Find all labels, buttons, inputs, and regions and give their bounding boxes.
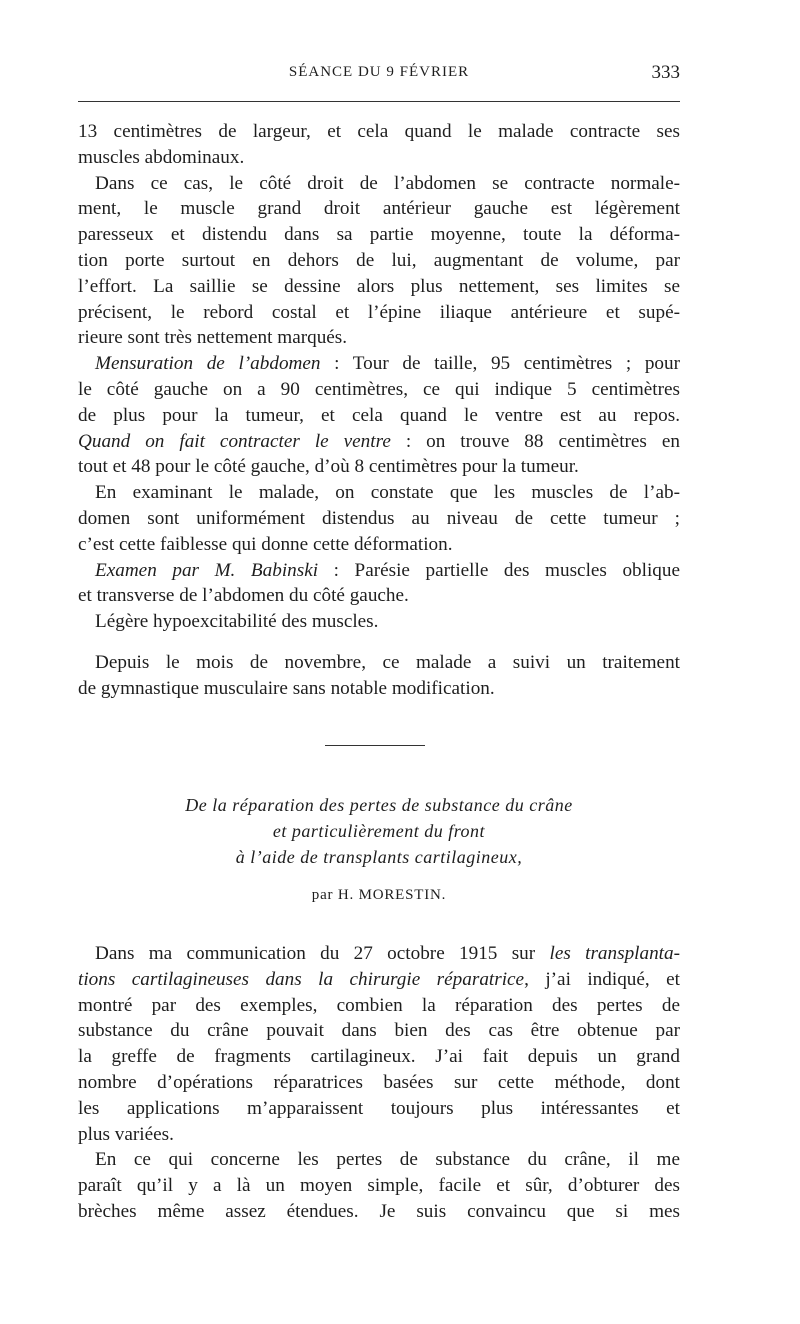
inline-text: : Parésie partielle des muscles oblique <box>318 559 680 581</box>
text-line: nombre d’opérations réparatrices basées sur cette méthode, dont <box>78 1071 680 1093</box>
text-line: 13 centimètres de largeur, et cela quand le malade contracte ses <box>78 121 680 142</box>
section-separator <box>325 745 425 746</box>
paragraph-4 <box>78 480 680 557</box>
text-line: En ce qui concerne les pertes de substance du crâne, il me <box>95 1149 680 1171</box>
inline-text: : on trouve 88 centimètres en <box>390 430 680 452</box>
article-title <box>78 792 680 870</box>
text-line: et transverse de l’abdomen du côté gauche. <box>78 585 409 607</box>
text-line <box>78 351 680 377</box>
text-line: Depuis le mois de novembre, ce malade a suivi un traitement <box>95 652 680 673</box>
running-header <box>78 64 680 94</box>
paragraph-3 <box>78 351 680 480</box>
text-line <box>78 967 680 993</box>
paragraph-5 <box>78 558 680 610</box>
title-line: et particulièrement du front <box>272 821 486 841</box>
text-line: de gymnastique musculaire sans notable modification. <box>78 677 495 699</box>
case-report-section <box>78 119 680 635</box>
inline-text: Dans ma communication du 27 octobre 1915 sur <box>95 943 550 964</box>
text-line: le côté gauche on a 90 centimètres, ce qui indique 5 centimètres <box>78 378 680 400</box>
author-byline: par H. MORESTIN. <box>311 887 447 903</box>
treatment-paragraph <box>78 650 680 702</box>
text-line <box>78 941 680 967</box>
text-line: rieure sont très nettement marqués. <box>78 327 348 349</box>
text-line: Légère hypoexcitabilité des muscles. <box>95 611 379 633</box>
title-line: à l’aide de transplants cartilagineux, <box>235 847 523 867</box>
italic-heading: Examen par M. Babinski <box>95 559 319 581</box>
text-line: paraît qu’il y a là un moyen simple, facile et sûr, d’obturer des <box>78 1175 680 1197</box>
italic-heading: Mensuration de l’abdomen <box>95 353 321 375</box>
text-line: substance du crâne pouvait dans bien des cas être obtenue par <box>78 1020 680 1042</box>
text-line <box>78 558 680 584</box>
text-line: brèches même assez étendues. Je suis convaincu que si mes <box>78 1200 680 1222</box>
text-line: En examinant le malade, on constate que les muscles de l’ab- <box>95 482 680 504</box>
text-line: domen sont uniformément distendus au niveau de cette tumeur ; <box>78 507 680 529</box>
italic-reference: les transplanta- <box>549 943 680 964</box>
title-line: De la réparation des pertes de substance du crâne <box>185 795 573 815</box>
text-line: l’effort. La saillie se dessine alors plus nettement, ses limites se <box>78 275 680 297</box>
text-line: montré par des exemples, combien la réparation des pertes de <box>78 994 680 1016</box>
paragraph-6 <box>78 609 680 635</box>
paragraph-8 <box>78 941 680 1147</box>
article-body <box>78 941 680 1225</box>
header-rule <box>78 101 680 102</box>
text-line: les applications m’apparaissent toujours plus intéressantes et <box>78 1097 680 1119</box>
text-line <box>78 429 680 455</box>
paragraph-7 <box>78 650 680 702</box>
text-line: Dans ce cas, le côté droit de l’abdomen se contracte normale- <box>95 172 680 194</box>
italic-reference: tions cartilagineuses dans la chirurgie réparatrice <box>78 968 525 990</box>
text-line: paresseux et distendu dans sa partie moyenne, toute la déforma- <box>78 224 680 246</box>
text-line: la greffe de fragments cartilagineux. J’ai fait depuis un grand <box>78 1046 680 1068</box>
page-number: 333 <box>651 62 680 83</box>
inline-text: : Tour de taille, 95 centimètres ; pour <box>320 353 680 375</box>
text-line: tion porte surtout en dehors de lui, augmentant de volume, par <box>78 249 680 271</box>
text-line: précisent, le rebord costal et l’épine iliaque antérieure et supé- <box>78 301 680 323</box>
text-line: muscles abdominaux. <box>78 146 245 168</box>
text-line: c’est cette faiblesse qui donne cette déformation. <box>78 533 453 555</box>
inline-text: , j’ai indiqué, et <box>524 968 680 990</box>
text-line: tout et 48 pour le côté gauche, d’où 8 centimètres pour la tumeur. <box>78 456 579 478</box>
paragraph-1 <box>78 119 680 171</box>
text-line: de plus pour la tumeur, et cela quand le ventre est au repos. <box>78 404 680 426</box>
paragraph-9 <box>78 1147 680 1224</box>
text-line: plus variées. <box>78 1123 174 1145</box>
paragraph-2 <box>78 171 680 352</box>
text-line: ment, le muscle grand droit antérieur gauche est légèrement <box>78 198 680 220</box>
italic-heading: Quand on fait contracter le ventre <box>78 430 391 452</box>
running-title: SÉANCE DU 9 FÉVRIER <box>288 64 470 80</box>
